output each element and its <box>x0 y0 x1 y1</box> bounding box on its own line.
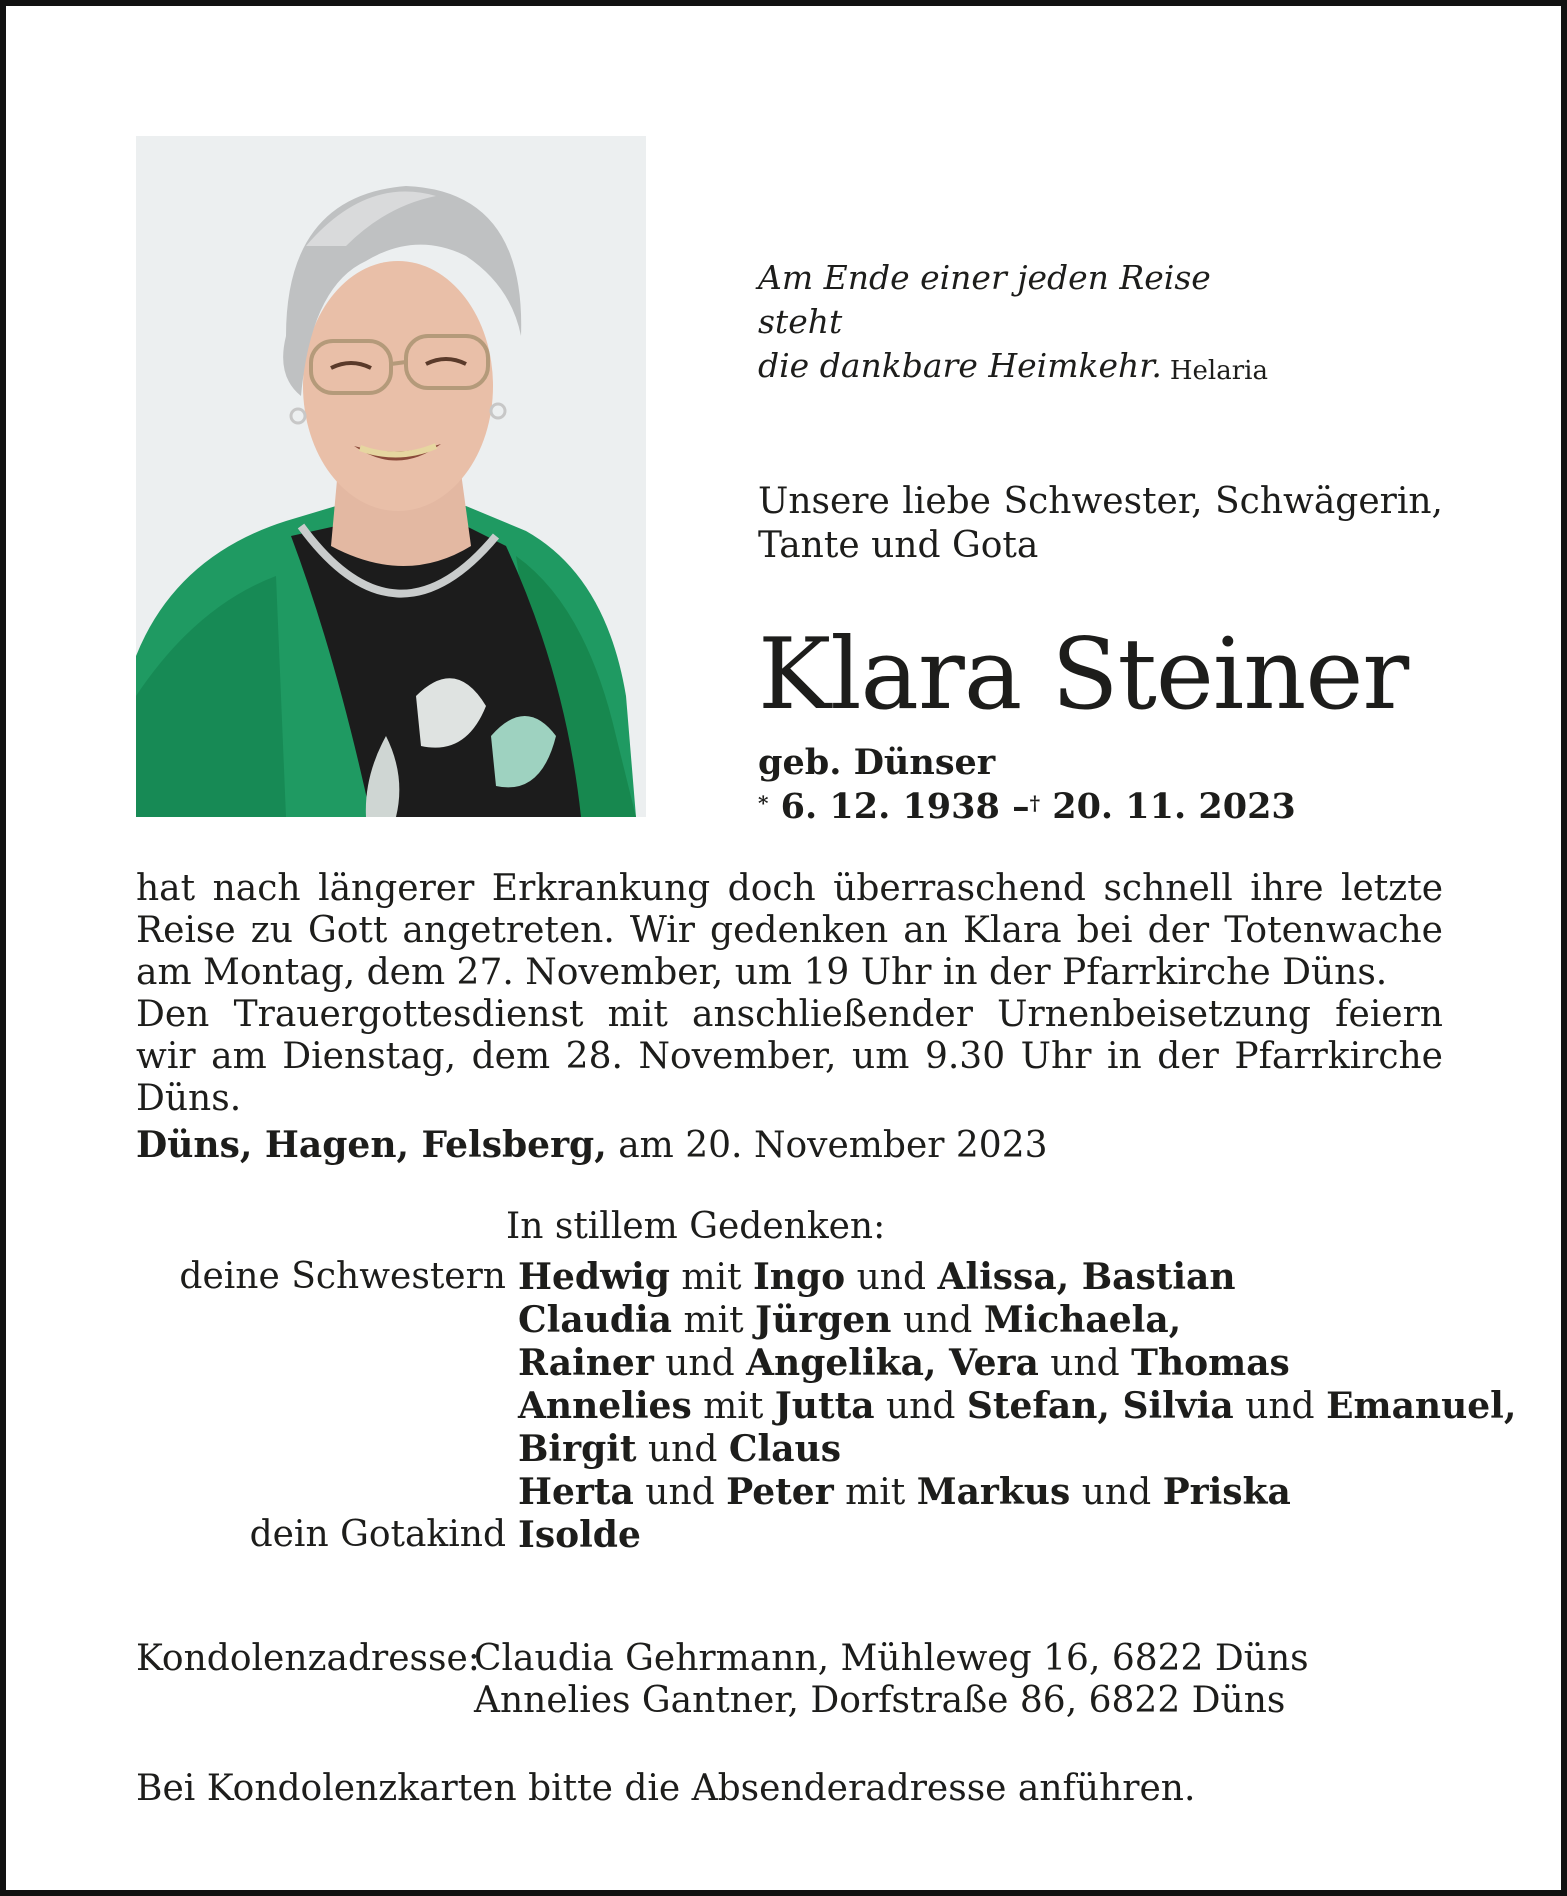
date-dash: – <box>1012 786 1030 827</box>
family-name: Birgit <box>518 1428 637 1470</box>
family-name: Peter <box>726 1471 834 1513</box>
family-name: Annelies <box>518 1385 692 1427</box>
family-list <box>136 1256 1516 1556</box>
family-name: Priska <box>1162 1471 1291 1513</box>
family-name: Markus <box>916 1471 1071 1513</box>
family-connector: und <box>648 1429 718 1470</box>
family-name: Ingo <box>752 1256 846 1298</box>
family-row <box>136 1342 1516 1385</box>
family-name: Michaela, <box>983 1299 1182 1341</box>
family-name: Jürgen <box>755 1299 892 1341</box>
family-connector: und <box>665 1343 735 1384</box>
body-paragraph-1: hat nach längerer Erkrankung doch überraschend schnell ihre letzte Reise zu Gott angetreten. Wir gedenken an Klara bei der Totenwache am Montag, dem 27. November, um 19 Uhr in der Pfarrkirche Düns. <box>136 868 1443 993</box>
family-name: Herta <box>518 1471 634 1513</box>
birth-symbol: * <box>758 791 769 815</box>
condolence-address <box>136 1638 1309 1722</box>
family-connector: und <box>645 1472 715 1513</box>
family-connector: mit <box>681 1257 742 1298</box>
death-symbol: † <box>1029 791 1041 815</box>
death-date: 20. 11. 2023 <box>1052 786 1296 827</box>
family-name: Angelika, Vera <box>746 1342 1039 1384</box>
condolence-address-1: Claudia Gehrmann, Mühleweg 16, 6822 Düns <box>474 1638 1309 1679</box>
family-row <box>136 1514 1516 1556</box>
family-name: Claudia <box>518 1299 673 1341</box>
body-paragraph-2: Den Trauergottesdienst mit anschließender Urnenbeisetzung feiern wir am Dienstag, dem 28. November, um 9.30 Uhr in der Pfarrkirche Düns. <box>136 994 1443 1119</box>
condolence-label: Kondolenzadresse: <box>136 1638 480 1679</box>
places: Düns, Hagen, Felsberg, <box>136 1124 607 1166</box>
family-row <box>136 1471 1516 1514</box>
intro-text: Unsere liebe Schwester, Schwägerin, Tante und Gota <box>758 481 1443 566</box>
quote-author: Helaria <box>1169 356 1268 386</box>
family-name: Alissa, Bastian <box>937 1256 1236 1298</box>
deceased-name: Klara Steiner <box>758 618 1409 732</box>
condolence-address-2: Annelies Gantner, Dorfstraße 86, 6822 Düns <box>474 1680 1286 1721</box>
family-row <box>136 1428 1516 1471</box>
family-connector: mit <box>703 1386 764 1427</box>
family-connector: mit <box>845 1472 906 1513</box>
condolence-row <box>136 1680 1309 1722</box>
family-connector: und <box>1245 1386 1315 1427</box>
family-name: Jutta <box>774 1385 875 1427</box>
family-row <box>136 1256 1516 1299</box>
family-name: Claus <box>728 1428 841 1470</box>
portrait-illustration <box>136 136 646 817</box>
family-connector: und <box>856 1257 927 1298</box>
birth-name: geb. Dünser <box>758 742 996 783</box>
family-row <box>136 1299 1516 1342</box>
family-connector: und <box>886 1386 956 1427</box>
family-name: Hedwig <box>518 1256 670 1298</box>
family-name: Rainer <box>518 1342 654 1384</box>
family-connector: und <box>1081 1472 1152 1513</box>
announcement-date: am 20. November 2023 <box>618 1125 1048 1166</box>
family-row <box>136 1385 1516 1428</box>
family-name: Thomas <box>1131 1342 1290 1384</box>
place-date <box>136 1124 1048 1167</box>
quote-line-1: Am Ende einer jeden Reise steht <box>758 258 1211 341</box>
quote-line-2: die dankbare Heimkehr. <box>758 346 1162 385</box>
birth-date: 6. 12. 1938 <box>780 786 1000 827</box>
godchild-label: dein Gotakind <box>249 1514 506 1555</box>
family-name: Emanuel, <box>1326 1385 1517 1427</box>
portrait-photo <box>136 136 646 817</box>
godchild-name: Isolde <box>518 1514 641 1556</box>
condolence-row <box>136 1638 1309 1680</box>
family-connector: und <box>1050 1343 1120 1384</box>
family-connector: mit <box>683 1300 744 1341</box>
closing-note: Bei Kondolenzkarten bitte die Absenderadresse anführen. <box>136 1768 1196 1809</box>
life-dates <box>758 786 1296 828</box>
family-connector: und <box>902 1300 973 1341</box>
family-name: Stefan, Silvia <box>966 1385 1234 1427</box>
memorial-heading: In stillem Gedenken: <box>506 1206 886 1247</box>
sisters-label: deine Schwestern <box>179 1256 506 1297</box>
announcement-body <box>136 868 1443 1120</box>
